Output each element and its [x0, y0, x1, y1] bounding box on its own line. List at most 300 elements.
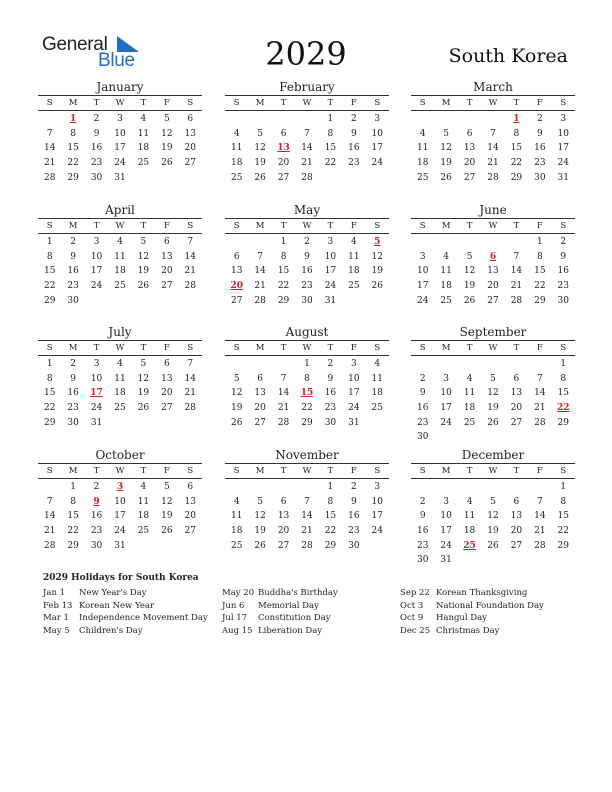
day-cell: 20	[161, 388, 173, 399]
holiday-date: May 20	[222, 588, 255, 598]
holiday-name: Korean New Year	[79, 600, 155, 611]
weekday-label: S	[187, 343, 194, 353]
day-cell: 14	[534, 388, 546, 399]
day-cell: 28	[487, 172, 499, 183]
day-cell: 27	[277, 172, 290, 183]
day-cell: 7	[536, 496, 543, 507]
day-cell: 21	[301, 526, 313, 537]
logo-text-blue: Blue	[98, 50, 135, 71]
weekday-label: S	[374, 466, 381, 476]
day-cell: 18	[114, 266, 126, 277]
day-cell: 13	[184, 128, 196, 139]
day-cell: 6	[280, 496, 287, 507]
day-cell: 2	[327, 359, 334, 369]
day-cell: 15	[43, 266, 56, 277]
day-cell: 10	[324, 251, 337, 262]
day-cell: 13	[510, 388, 523, 399]
day-cell: 1	[70, 114, 77, 124]
day-cell: 18	[114, 388, 126, 399]
weekday-label: T	[513, 98, 520, 108]
weekday-label: T	[327, 343, 334, 353]
weekday-label: W	[115, 466, 125, 476]
holiday-row	[400, 587, 585, 600]
holidays-column	[43, 587, 228, 637]
weekday-label: T	[280, 98, 287, 108]
day-cell: 8	[46, 373, 53, 384]
weekday-label: S	[374, 343, 381, 353]
day-cell: 22	[43, 281, 56, 292]
day-cell: 30	[90, 172, 103, 183]
weekday-label: M	[441, 343, 451, 353]
day-cell: 20	[487, 281, 499, 292]
day-cell: 18	[137, 143, 150, 154]
day-cell: 11	[114, 373, 126, 384]
day-cell: 27	[277, 540, 290, 551]
day-cell: 7	[187, 237, 194, 247]
day-cell: 12	[137, 373, 150, 384]
day-cell: 10	[440, 511, 452, 522]
holiday-date: Jul 17	[222, 613, 248, 623]
weekday-label: M	[441, 98, 451, 108]
weekday-header	[411, 340, 575, 356]
empty-day-cell	[434, 235, 457, 250]
day-cell: 30	[534, 172, 546, 183]
day-cell: 10	[371, 496, 383, 507]
day-cell: 8	[46, 251, 53, 262]
weekday-label: M	[255, 221, 265, 231]
weekday-label: M	[255, 343, 265, 353]
day-cell: 21	[301, 158, 313, 169]
weekday-header	[225, 340, 389, 356]
day-cell: 11	[230, 143, 243, 154]
day-cell: 30	[67, 417, 79, 428]
month-name: April	[105, 203, 135, 217]
day-cell: 20	[161, 266, 173, 277]
day-cell: 13	[487, 266, 499, 277]
day-cell: 24	[348, 403, 360, 414]
weekday-label: T	[93, 466, 100, 476]
day-cell: 19	[371, 266, 383, 277]
day-cell: 27	[487, 295, 499, 306]
day-cell: 6	[233, 251, 240, 262]
days-grid	[411, 357, 575, 445]
days-grid	[225, 235, 389, 308]
day-cell: 16	[67, 266, 79, 277]
empty-day-cell	[225, 480, 248, 495]
day-cell: 7	[46, 496, 53, 507]
holiday-date: Jan 1	[43, 588, 66, 598]
day-cell: 12	[161, 496, 173, 507]
weekday-label: S	[233, 221, 240, 231]
holiday-date: Dec 25	[400, 625, 431, 636]
weekday-header	[38, 340, 202, 356]
day-cell: 9	[327, 373, 334, 384]
day-cell: 3	[117, 114, 123, 124]
day-cell: 6	[280, 128, 287, 139]
day-cell: 21	[43, 526, 56, 537]
weekday-label: F	[536, 221, 543, 231]
day-cell: 24	[440, 540, 452, 551]
day-cell: 31	[557, 172, 569, 183]
weekday-label: T	[280, 343, 287, 353]
day-cell: 27	[510, 417, 523, 428]
day-cell: 24	[90, 281, 103, 292]
weekday-header	[225, 95, 389, 111]
day-cell: 14	[487, 143, 499, 154]
day-cell: 5	[163, 114, 170, 124]
day-cell: 8	[560, 496, 567, 507]
day-cell: 24	[90, 403, 103, 414]
day-cell: 4	[374, 359, 381, 369]
day-cell: 23	[416, 540, 429, 551]
day-cell: 2	[70, 359, 76, 369]
empty-day-cell	[481, 357, 504, 372]
month-january	[38, 79, 202, 185]
day-cell: 14	[43, 511, 56, 522]
day-cell: 5	[490, 373, 496, 384]
empty-day-cell	[272, 112, 295, 127]
day-cell: 20	[254, 403, 266, 414]
day-cell: 4	[466, 496, 473, 507]
holiday-name: Christmas Day	[436, 625, 500, 636]
day-cell: 22	[277, 281, 290, 292]
month-name: July	[108, 325, 132, 339]
day-cell: 3	[443, 496, 449, 507]
day-cell: 23	[301, 281, 313, 292]
day-cell: 15	[534, 266, 546, 277]
day-cell: 18	[348, 266, 360, 277]
year-title: 2029	[265, 35, 347, 73]
day-cell: 23	[348, 158, 360, 169]
empty-day-cell	[248, 235, 271, 250]
day-cell: 8	[536, 251, 543, 262]
day-cell: 29	[43, 417, 56, 428]
day-cell: 28	[510, 295, 523, 306]
day-cell: 24	[557, 158, 569, 169]
day-cell: 13	[161, 373, 173, 384]
day-cell: 8	[70, 496, 76, 507]
weekday-label: W	[302, 221, 312, 231]
day-cell: 11	[114, 251, 126, 262]
day-cell: 6	[489, 251, 497, 262]
day-cell: 15	[510, 143, 523, 154]
day-cell: 12	[230, 388, 243, 399]
day-cell: 22	[67, 158, 79, 169]
day-cell: 16	[90, 143, 103, 154]
day-cell: 5	[257, 496, 263, 507]
empty-day-cell	[225, 112, 248, 127]
day-cell: 29	[557, 417, 569, 428]
day-cell: 13	[161, 251, 173, 262]
day-cell: 4	[140, 482, 147, 492]
day-cell: 31	[440, 555, 452, 566]
empty-day-cell	[295, 480, 318, 495]
day-cell: 23	[90, 158, 103, 169]
weekday-label: F	[163, 98, 170, 108]
weekday-label: S	[233, 98, 240, 108]
day-cell: 25	[371, 403, 383, 414]
holidays-title: 2029 Holidays for South Korea	[43, 573, 199, 583]
day-cell: 13	[277, 511, 290, 522]
day-cell: 1	[46, 237, 53, 247]
empty-day-cell	[272, 480, 295, 495]
weekday-label: T	[93, 343, 100, 353]
holiday-name: New Year's Day	[79, 588, 147, 598]
day-cell: 29	[43, 295, 56, 306]
day-cell: 24	[324, 281, 337, 292]
month-july	[38, 324, 202, 430]
holiday-name: Korean Thanksgiving	[436, 588, 528, 598]
holiday-name: Memorial Day	[258, 600, 319, 611]
day-cell: 28	[534, 417, 546, 428]
day-cell: 26	[254, 540, 266, 551]
holiday-date: Mar 1	[43, 613, 69, 623]
day-cell: 18	[416, 158, 429, 169]
holiday-row	[43, 625, 228, 638]
day-cell: 18	[463, 526, 476, 537]
day-cell: 19	[487, 526, 499, 537]
weekday-label: T	[140, 98, 147, 108]
day-cell: 2	[70, 237, 76, 247]
days-grid	[225, 480, 389, 553]
day-cell: 14	[184, 251, 196, 262]
holiday-row	[400, 612, 585, 625]
day-cell: 4	[419, 128, 426, 139]
day-cell: 7	[304, 496, 310, 507]
day-cell: 22	[301, 403, 313, 414]
day-cell: 31	[324, 295, 337, 306]
empty-day-cell	[458, 235, 481, 250]
empty-day-cell	[505, 357, 528, 372]
day-cell: 2	[560, 237, 567, 247]
holiday-name: Children's Day	[79, 625, 143, 636]
weekday-label: T	[327, 98, 334, 108]
day-cell: 7	[304, 128, 310, 139]
day-cell: 1	[280, 237, 287, 247]
weekday-label: S	[419, 98, 426, 108]
day-cell: 28	[184, 281, 196, 292]
day-cell: 28	[43, 172, 56, 183]
day-cell: 1	[70, 482, 76, 492]
holiday-name: Buddha's Birthday	[258, 588, 338, 598]
day-cell: 27	[184, 158, 196, 169]
day-cell: 15	[67, 511, 79, 522]
weekday-label: M	[68, 98, 78, 108]
month-name: January	[96, 80, 144, 94]
day-cell: 4	[466, 373, 473, 384]
weekday-label: M	[255, 466, 265, 476]
day-cell: 2	[419, 496, 426, 507]
day-cell: 21	[510, 281, 523, 292]
weekday-label: S	[46, 343, 53, 353]
day-cell: 11	[416, 143, 429, 154]
month-name: March	[473, 80, 513, 94]
empty-day-cell	[411, 480, 434, 495]
weekday-label: T	[466, 98, 473, 108]
holiday-row	[43, 600, 228, 613]
day-cell: 25	[230, 540, 243, 551]
weekday-label: F	[350, 221, 357, 231]
day-cell: 7	[187, 359, 194, 369]
day-cell: 5	[163, 482, 170, 492]
day-cell: 6	[163, 237, 170, 247]
day-cell: 10	[90, 251, 103, 262]
weekday-label: F	[163, 221, 170, 231]
empty-day-cell	[248, 480, 271, 495]
empty-day-cell	[458, 112, 481, 127]
day-cell: 25	[348, 281, 360, 292]
weekday-label: F	[163, 466, 170, 476]
day-cell: 13	[463, 143, 476, 154]
day-cell: 29	[301, 417, 313, 428]
day-cell: 11	[463, 511, 476, 522]
weekday-label: T	[93, 98, 100, 108]
day-cell: 26	[254, 172, 266, 183]
day-cell: 15	[67, 143, 79, 154]
weekday-label: T	[280, 466, 287, 476]
day-cell: 24	[371, 526, 383, 537]
day-cell: 6	[257, 373, 263, 384]
weekday-header	[225, 463, 389, 479]
weekday-header	[411, 218, 575, 234]
month-name: February	[279, 80, 335, 94]
empty-day-cell	[434, 112, 457, 127]
day-cell: 23	[67, 281, 79, 292]
day-cell: 23	[67, 403, 79, 414]
day-cell: 22	[557, 526, 569, 537]
empty-day-cell	[458, 480, 481, 495]
day-cell: 3	[374, 114, 381, 124]
day-cell: 9	[304, 251, 310, 262]
empty-day-cell	[481, 480, 504, 495]
empty-day-cell	[528, 480, 551, 495]
day-cell: 12	[137, 251, 150, 262]
day-cell: 29	[324, 540, 337, 551]
holiday-row	[222, 587, 407, 600]
day-cell: 14	[277, 388, 290, 399]
day-cell: 19	[230, 403, 243, 414]
holiday-date: Jun 6	[222, 600, 245, 611]
empty-day-cell	[225, 235, 248, 250]
holiday-date: Sep 22	[400, 588, 430, 598]
day-cell: 7	[46, 128, 53, 139]
month-february	[225, 79, 389, 185]
day-cell: 30	[67, 295, 79, 306]
day-cell: 23	[557, 281, 569, 292]
weekday-header	[411, 463, 575, 479]
day-cell: 19	[463, 281, 476, 292]
weekday-label: F	[536, 466, 543, 476]
day-cell: 17	[440, 403, 452, 414]
day-cell: 4	[140, 114, 147, 124]
day-cell: 16	[301, 266, 313, 277]
holiday-date: Oct 9	[400, 613, 424, 623]
day-cell: 30	[557, 295, 569, 306]
holiday-name: Liberation Day	[258, 625, 323, 636]
empty-day-cell	[434, 357, 457, 372]
day-cell: 6	[513, 496, 520, 507]
day-cell: 23	[348, 526, 360, 537]
day-cell: 19	[161, 143, 173, 154]
day-cell: 11	[137, 496, 150, 507]
day-cell: 5	[443, 128, 449, 139]
empty-day-cell	[38, 112, 61, 127]
month-name: October	[95, 448, 145, 462]
day-cell: 4	[233, 128, 240, 139]
weekday-label: S	[560, 221, 567, 231]
day-cell: 25	[416, 172, 429, 183]
day-cell: 12	[254, 511, 266, 522]
day-cell: 25	[463, 417, 476, 428]
day-cell: 9	[419, 388, 426, 399]
holiday-date: Feb 13	[43, 600, 73, 611]
day-cell: 15	[300, 388, 314, 399]
day-cell: 12	[371, 251, 383, 262]
empty-day-cell	[481, 112, 504, 127]
empty-day-cell	[481, 235, 504, 250]
day-cell: 28	[43, 540, 56, 551]
day-cell: 25	[114, 281, 126, 292]
day-cell: 26	[137, 281, 150, 292]
weekday-label: T	[513, 343, 520, 353]
empty-day-cell	[458, 357, 481, 372]
day-cell: 5	[140, 359, 147, 369]
day-cell: 15	[557, 388, 569, 399]
empty-day-cell	[505, 235, 528, 250]
day-cell: 5	[374, 237, 381, 247]
month-may	[225, 202, 389, 308]
day-cell: 27	[161, 403, 173, 414]
day-cell: 21	[184, 266, 196, 277]
day-cell: 2	[93, 114, 100, 124]
day-cell: 29	[277, 295, 290, 306]
weekday-label: W	[488, 98, 498, 108]
day-cell: 9	[70, 251, 76, 262]
empty-day-cell	[528, 357, 551, 372]
day-cell: 17	[557, 143, 569, 154]
day-cell: 18	[463, 403, 476, 414]
day-cell: 1	[536, 237, 543, 247]
month-name: August	[285, 325, 329, 339]
day-cell: 17	[324, 266, 337, 277]
day-cell: 1	[46, 359, 53, 369]
weekday-label: W	[302, 98, 312, 108]
empty-day-cell	[411, 112, 434, 127]
day-cell: 31	[114, 172, 126, 183]
day-cell: 12	[440, 143, 452, 154]
day-cell: 17	[114, 143, 126, 154]
day-cell: 17	[371, 511, 383, 522]
day-cell: 15	[324, 511, 337, 522]
day-cell: 5	[140, 237, 147, 247]
day-cell: 16	[90, 511, 103, 522]
day-cell: 9	[93, 496, 100, 507]
day-cell: 6	[163, 359, 170, 369]
day-cell: 26	[161, 526, 173, 537]
day-cell: 6	[513, 373, 520, 384]
day-cell: 17	[90, 388, 103, 399]
empty-day-cell	[505, 480, 528, 495]
weekday-label: M	[441, 466, 451, 476]
day-cell: 19	[161, 511, 173, 522]
day-cell: 18	[371, 388, 383, 399]
day-cell: 10	[114, 128, 126, 139]
day-cell: 28	[277, 417, 290, 428]
holiday-row	[222, 625, 407, 638]
weekday-label: S	[560, 98, 567, 108]
day-cell: 19	[254, 526, 266, 537]
day-cell: 3	[560, 114, 567, 124]
